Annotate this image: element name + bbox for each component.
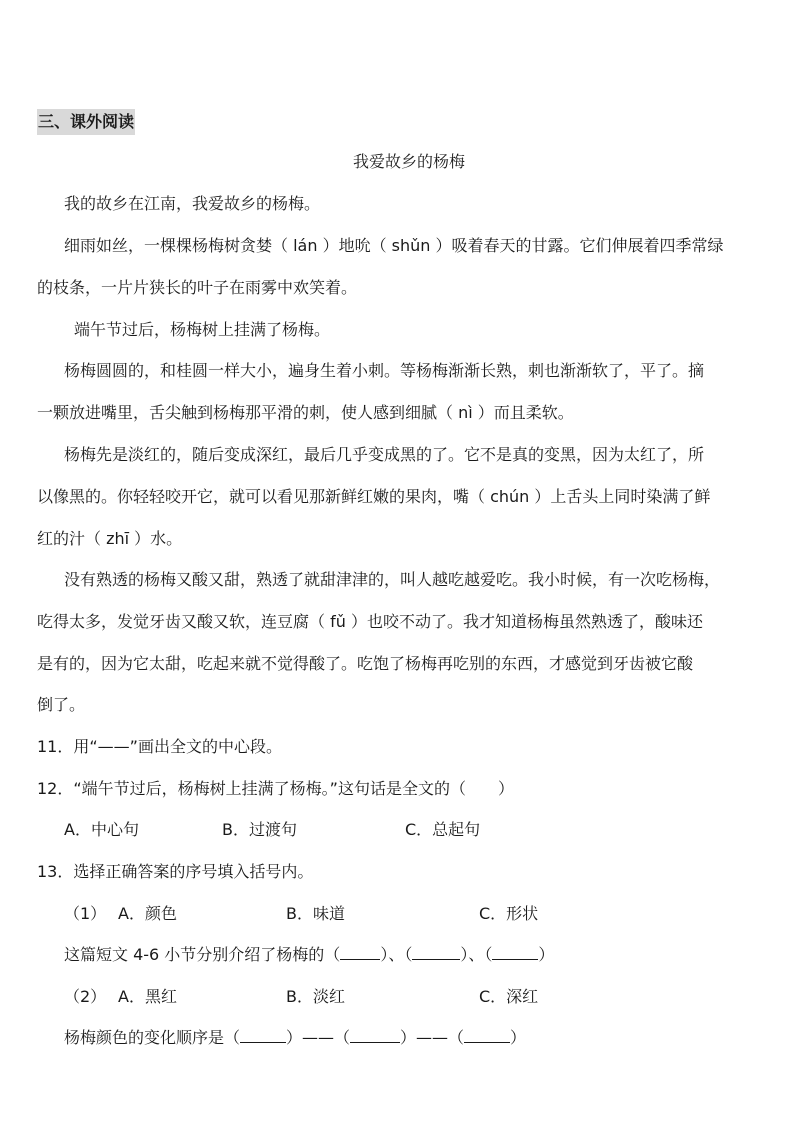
paragraph-2-line-1: 细雨如丝，一棵棵杨梅树贪婪（ lán ）地吮（ shǔn ）吸着春天的甘露。它们伸展着四季常绿 <box>64 236 724 255</box>
paragraph-6-line-3: 是有的，因为它太甜，吃起来就不觉得酸了。吃饱了杨梅再吃别的东西，才感觉到牙齿被它酸 <box>37 654 694 673</box>
article-title: 我爱故乡的杨梅 <box>352 152 465 171</box>
q13-1-option-a: A．颜色 <box>118 904 177 923</box>
question-12: 12．“端午节过后，杨梅树上挂满了杨梅。”这句话是全文的（ ） <box>37 779 514 798</box>
paragraph-5-line-2: 以像黑的。你轻轻咬开它，就可以看见那新鲜红嫩的果肉，嘴（ chún ）上舌头上同时染满了鲜 <box>37 487 711 506</box>
question-11: 11．用“——”画出全文的中心段。 <box>37 737 282 756</box>
q12-option-a: A．中心句 <box>64 820 139 839</box>
paragraph-3: 端午节过后，杨梅树上挂满了杨梅。 <box>74 320 331 339</box>
answer-blank[interactable] <box>492 945 538 960</box>
q13-2-label: （2） <box>64 987 107 1006</box>
paragraph-6-line-1: 没有熟透的杨梅又酸又甜，熟透了就甜津津的，叫人越吃越爱吃。我小时候，有一次吃杨梅， <box>64 570 721 589</box>
q13-1-prompt: 这篇短文 4-6 小节分别介绍了杨梅的（ <box>64 945 341 964</box>
q12-option-c: C．总起句 <box>405 820 481 839</box>
q12-option-b: B．过渡句 <box>222 820 297 839</box>
answer-blank[interactable] <box>340 945 380 960</box>
paragraph-5-line-3: 红的汁（ zhī ）水。 <box>37 529 183 548</box>
paragraph-1: 我的故乡在江南，我爱故乡的杨梅。 <box>64 194 321 213</box>
separator: ）、（ <box>460 945 493 964</box>
q13-2-fill-line <box>64 1027 526 1049</box>
q13-1-label: （1） <box>64 904 107 923</box>
answer-blank[interactable] <box>464 1028 510 1043</box>
q13-1-fill-line <box>64 944 554 966</box>
answer-blank[interactable] <box>240 1028 286 1043</box>
close-paren: ） <box>510 1028 527 1047</box>
q13-2-prompt: 杨梅颜色的变化顺序是（ <box>64 1028 241 1047</box>
question-13: 13．选择正确答案的序号填入括号内。 <box>37 862 314 881</box>
paragraph-6-line-4: 倒了。 <box>37 695 86 714</box>
separator: ）——（ <box>400 1028 465 1047</box>
separator: ）、（ <box>380 945 413 964</box>
paragraph-5-line-1: 杨梅先是淡红的，随后变成深红，最后几乎变成黑的了。它不是真的变黑，因为太红了，所 <box>64 445 705 464</box>
paragraph-2-line-2: 的枝条，一片片狭长的叶子在雨雾中欢笑着。 <box>37 278 358 297</box>
answer-blank[interactable] <box>412 945 460 960</box>
q13-2-option-c: C．深红 <box>479 987 539 1006</box>
q13-1-option-c: C．形状 <box>479 904 539 923</box>
separator: ）——（ <box>286 1028 351 1047</box>
q13-2-option-a: A．黑红 <box>118 987 177 1006</box>
q13-2-option-b: B．淡红 <box>286 987 345 1006</box>
paragraph-4-line-2: 一颗放进嘴里，舌尖触到杨梅那平滑的刺，使人感到细腻（ nì ）而且柔软。 <box>37 403 574 422</box>
q13-1-option-b: B．味道 <box>286 904 345 923</box>
answer-blank[interactable] <box>350 1028 400 1043</box>
close-paren: ） <box>538 945 555 964</box>
paragraph-6-line-2: 吃得太多，发觉牙齿又酸又软，连豆腐（ fǔ ）也咬不动了。我才知道杨梅虽然熟透了，酸味还 <box>37 612 703 631</box>
section-header: 三、课外阅读 <box>37 109 135 135</box>
paragraph-4-line-1: 杨梅圆圆的，和桂圆一样大小，遍身生着小刺。等杨梅渐渐长熟，刺也渐渐软了，平了。摘 <box>64 361 705 380</box>
